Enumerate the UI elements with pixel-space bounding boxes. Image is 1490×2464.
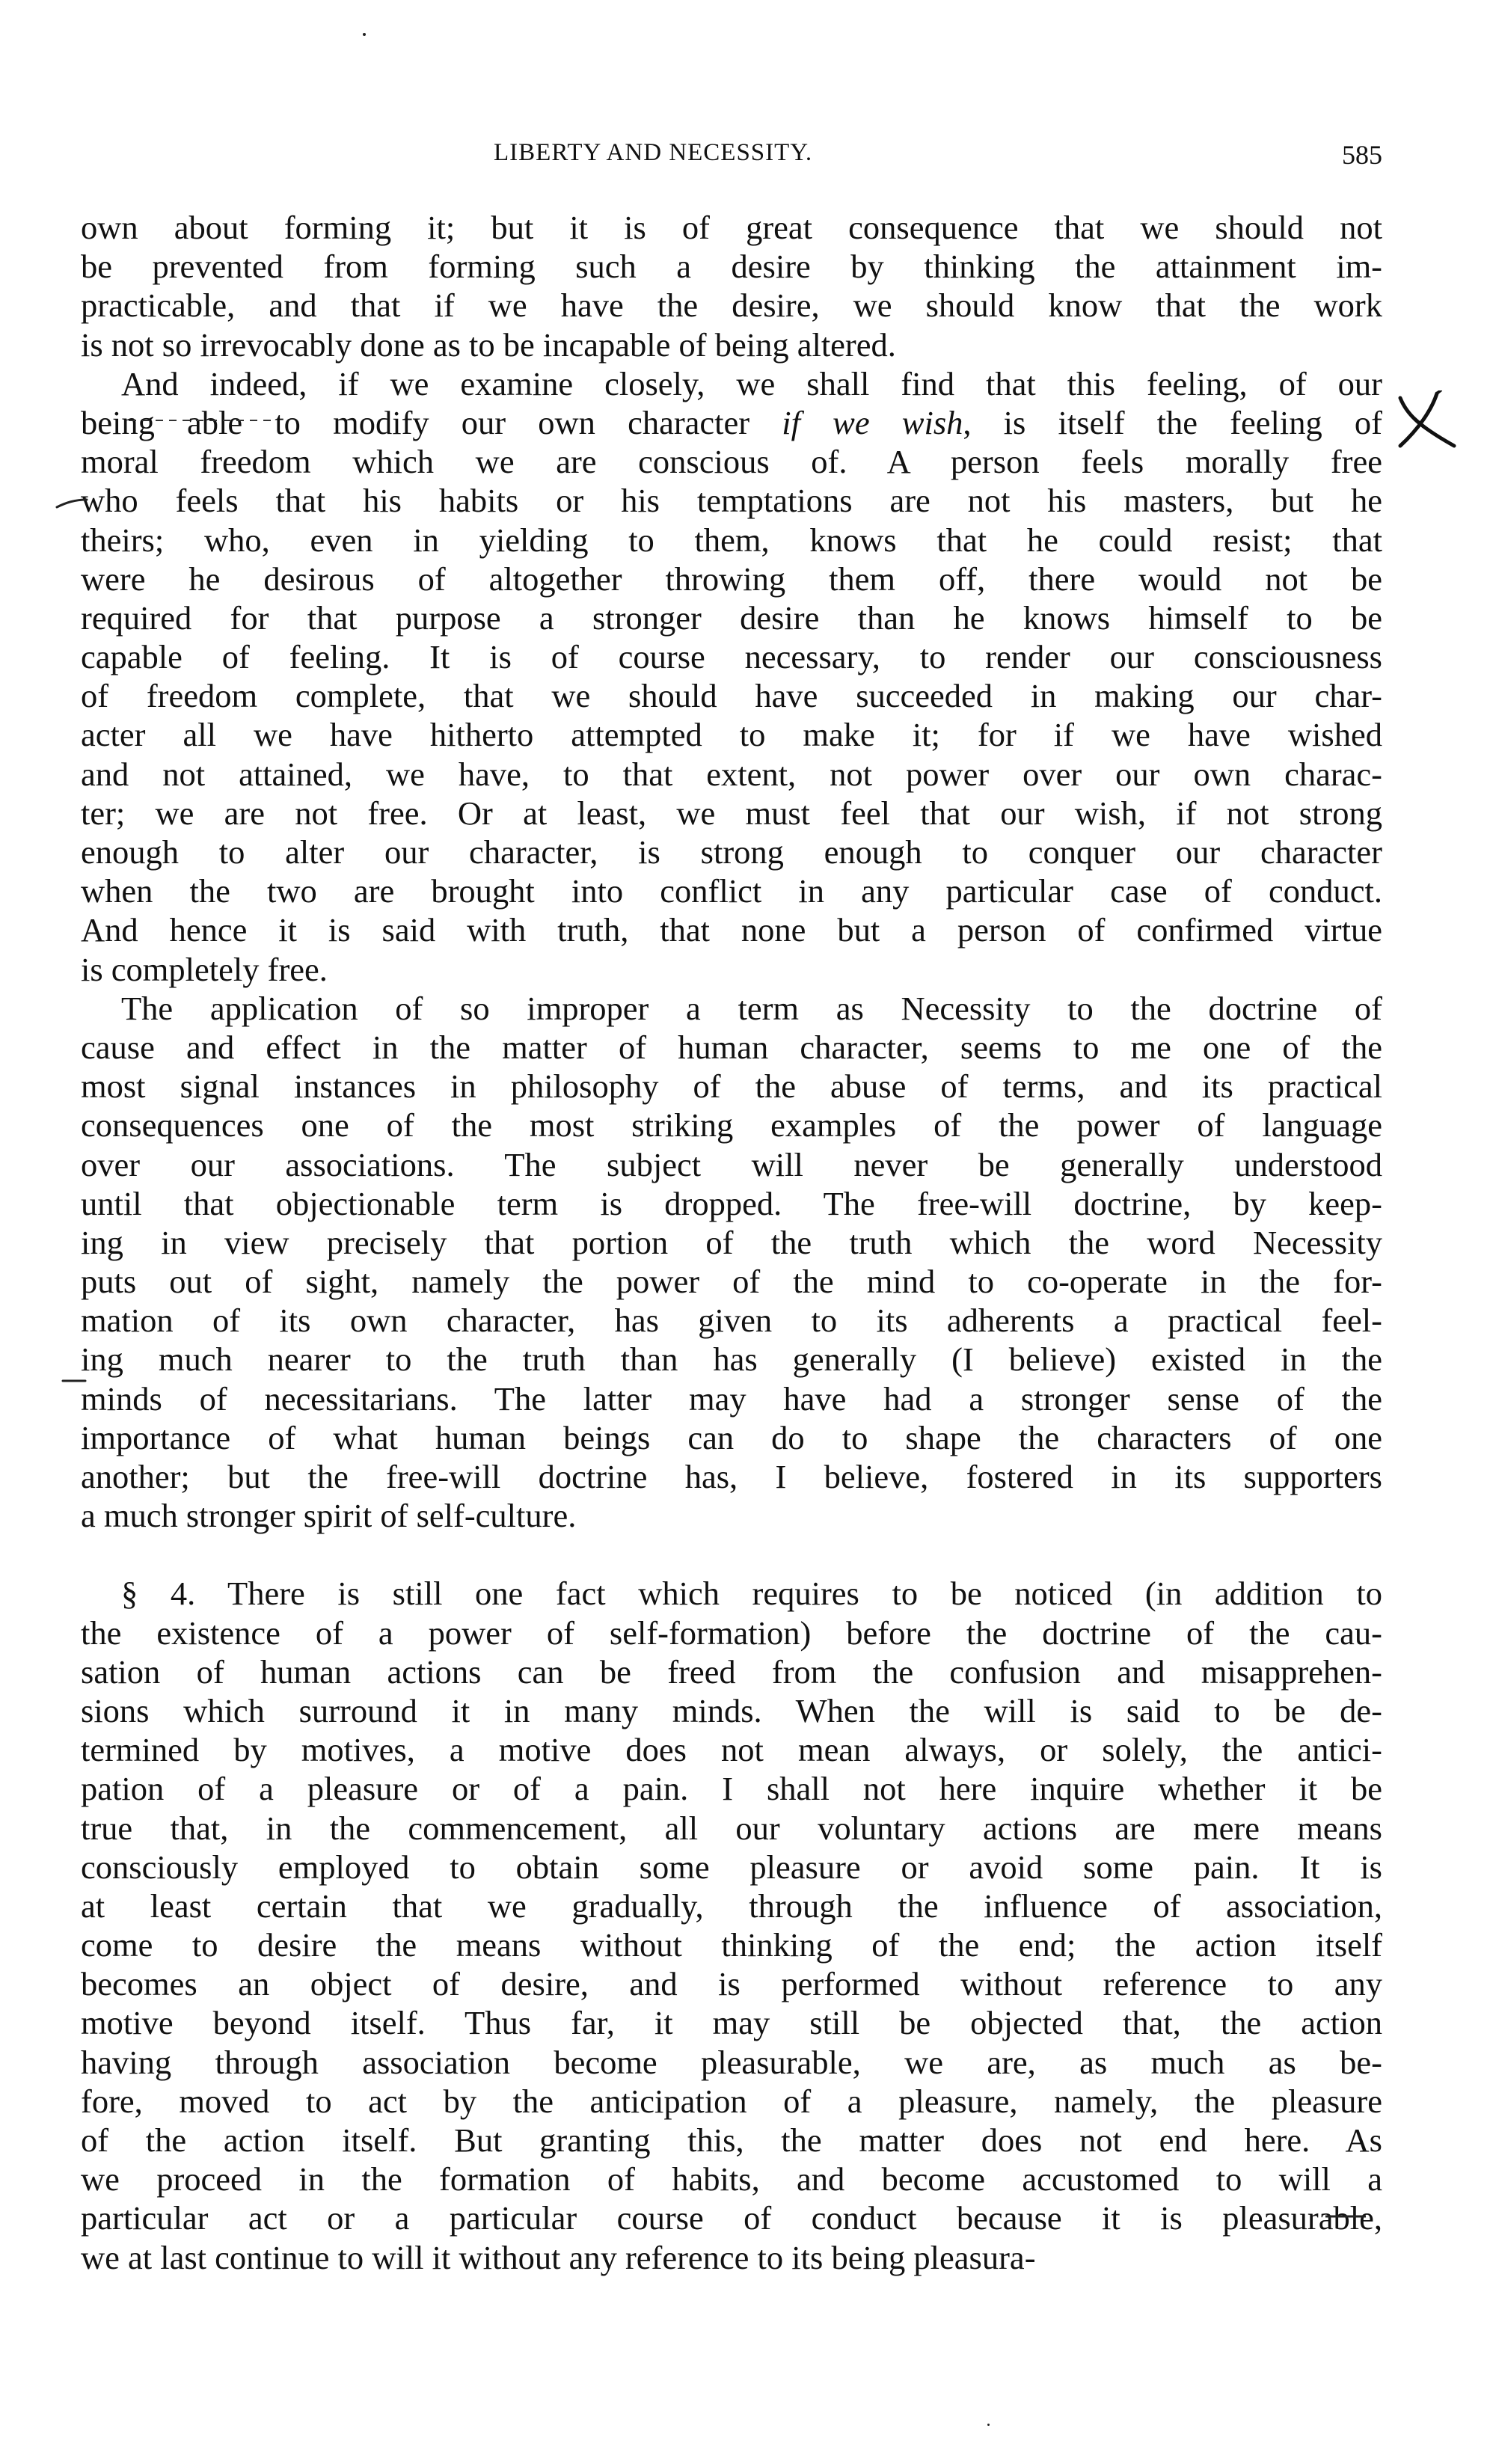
text-line: § 4. There is still one fact which requires to be noticed (in addition to [121,1575,1382,1613]
body-text [81,208,1382,2277]
text-line: we at last continue to will it without any reference to its being pleasura- [81,2238,1036,2276]
text-line: at least certain that we gradually, through the influence of association, [81,1887,1382,1925]
text-line: be prevented from forming such a desire by thinking the attainment im- [81,248,1382,286]
text-line: termined by motives, a motive does not mean always, or solely, the antici- [81,1731,1382,1769]
paragraph [81,989,1382,1536]
text-line: particular act or a particular course of conduct because it is pleasurable, [81,2199,1382,2237]
text-line: importance of what human beings can do to shape the characters of one [81,1418,1382,1456]
text-line: until that objectionable term is dropped. The free-will doctrine, by keep- [81,1184,1382,1222]
text-line: over our associations. The subject will never be generally understood [81,1145,1382,1183]
text-line: ter; we are not free. Or at least, we must feel that our wish, if not strong [81,794,1382,832]
text-line: fore, moved to act by the anticipation of a pleasure, namely, the pleasure [81,2082,1382,2120]
page-number: 585 [1342,140,1382,170]
text-line: being able to modify our own character if we wish, is itself the feeling of [81,403,1382,441]
text-line: ing in view precisely that portion of the truth which the word Necessity [81,1223,1382,1261]
text-line: sions which surround it in many minds. When the will is said to be de- [81,1691,1382,1729]
text-line: And hence it is said with truth, that none but a person of confirmed virtue [81,911,1382,949]
text-line: true that, in the commencement, all our voluntary actions are mere means [81,1809,1382,1847]
text-line: sation of human actions can be freed from the confusion and misapprehen- [81,1652,1382,1691]
text-line: capable of feeling. It is of course necessary, to render our consciousness [81,638,1382,676]
text-line: consciously employed to obtain some pleasure or avoid some pain. It is [81,1848,1382,1886]
text-line: acter all we have hitherto attempted to make it; for if we have wished [81,716,1382,754]
text-line: And indeed, if we examine closely, we shall find that this feeling, of our [121,364,1382,402]
text-line: minds of necessitarians. The latter may have had a stronger sense of the [81,1379,1382,1418]
section-break [81,1535,1382,1574]
text-line: ing much nearer to the truth than has generally (I believe) existed in the [81,1340,1382,1379]
text-line: theirs; who, even in yielding to them, knows that he could resist; that [81,521,1382,559]
pencil-underline-stroke-icon [127,417,277,423]
text-line: having through association become pleasurable, we are, as much as be- [81,2043,1382,2081]
scan-speck [987,2424,990,2426]
text-line: is not so irrevocably done as to be incapable of being altered. [81,325,896,364]
text-line: enough to alter our character, is strong enough to conquer our character [81,833,1382,871]
text-line: required for that purpose a stronger desire than he knows himself to be [81,598,1382,637]
paragraph [81,208,1382,364]
text-line: becomes an object of desire, and is performed without reference to any [81,1965,1382,2003]
text-line: of the action itself. But granting this, the matter does not end here. As [81,2121,1382,2159]
running-title: LIBERTY AND NECESSITY. [494,139,813,166]
text-line: the existence of a power of self-formation) before the doctrine of the cau- [81,1613,1382,1652]
paragraph [81,1574,1382,2276]
italic-phrase: if we wish [782,403,963,441]
text-line: is completely free. [81,950,328,988]
running-head [81,139,1382,177]
text-line: own about forming it; but it is of great consequence that we should not [81,209,1382,246]
text-line: of freedom complete, that we should have succeeded in making our char- [81,677,1382,715]
text-line: most signal instances in philosophy of the abuse of terms, and its practical [81,1067,1382,1106]
text-line: The application of so improper a term as Necessity to the doctrine of [121,989,1382,1027]
text-line: motive beyond itself. Thus far, it may still be objected that, the action [81,2004,1382,2042]
text-line: cause and effect in the matter of human character, seems to me one of the [81,1028,1382,1066]
text-line: we proceed in the formation of habits, and become accustomed to will a [81,2160,1382,2198]
text-line: were he desirous of altogether throwing them off, there would not be [81,560,1382,598]
text-line: mation of its own character, has given to its adherents a practical feel- [81,1302,1382,1340]
text-line: puts out of sight, namely the power of the mind to co-operate in the for- [81,1263,1382,1301]
text-line: and not attained, we have, to that extent, not power over our own charac- [81,755,1382,793]
handwritten-x-mark-icon [1396,390,1459,450]
text-line: who feels that his habits or his temptations are not his masters, but he [81,482,1382,520]
text-line: another; but the free-will doctrine has, I believe, fostered in its supporters [81,1458,1382,1495]
text-line: pation of a pleasure or of a pain. I shall not here inquire whether it be [81,1770,1382,1808]
text-line: a much stronger spirit of self-culture. [81,1497,577,1535]
pencil-overline-stroke-icon [1324,2213,1367,2220]
pencil-margin-stroke-icon [55,497,88,510]
scan-speck [363,33,366,36]
text-line: consequences one of the most striking examples of the power of language [81,1106,1382,1144]
text-line: practicable, and that if we have the desire, we should know that the work [81,286,1382,325]
text-line: when the two are brought into conflict in any particular case of conduct. [81,872,1382,910]
text-line: moral freedom which we are conscious of. A person feels morally free [81,443,1382,481]
pencil-margin-stroke-icon [61,1375,87,1385]
paragraph [81,364,1382,989]
text-line: come to desire the means without thinking of the end; the action itself [81,1926,1382,1964]
